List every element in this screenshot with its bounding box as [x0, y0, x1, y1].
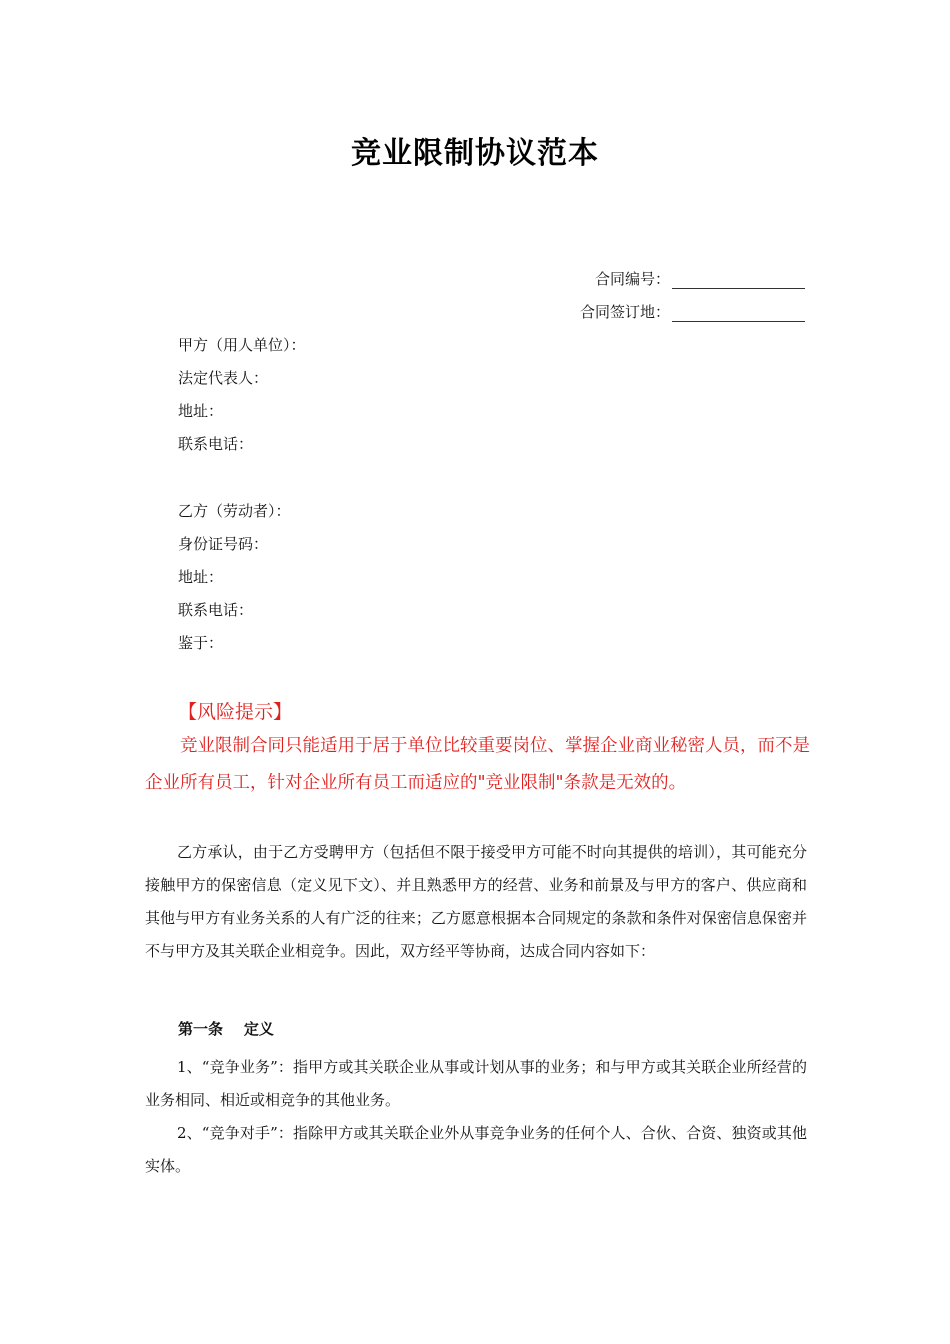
contract-number-blank[interactable]	[672, 272, 805, 289]
contract-number-line	[595, 268, 805, 289]
document-title: 竞业限制协议范本	[351, 136, 599, 171]
party-a-phone: 联系电话：	[178, 435, 254, 453]
contract-place-label: 合同签订地：	[579, 303, 670, 321]
article-1-title: 第一条 定义	[178, 1020, 274, 1038]
article-1-clause-2: 2、“竞争对手”：指除甲方或其关联企业外从事竞争业务的任何个人、合伙、合资、独资或其他实体。	[145, 1124, 807, 1175]
party-a-heading: 甲方（用人单位）：	[178, 336, 306, 354]
party-a-legal-rep: 法定代表人：	[178, 369, 269, 387]
whereas-label: 鉴于：	[178, 634, 224, 652]
risk-warning-title: 【风险提示】	[178, 701, 293, 723]
preamble-paragraph: 乙方承认，由于乙方受聘甲方（包括但不限于接受甲方可能不时向其提供的培训），其可能充分接触甲方的保密信息（定义见下文）、并且熟悉甲方的经营、业务和前景及与甲方的客户、供应商和其他与甲方有业务关系的人有广泛的往来；乙方愿意根据本合同规定的条款和条件对保密信息保密并不与甲方及其关联企业相竞争。因此，双方经平等协商，达成合同内容如下：	[145, 843, 807, 960]
party-b-phone: 联系电话：	[178, 601, 254, 619]
article-1-clause-1: 1、“竞争业务”：指甲方或其关联企业从事或计划从事的业务；和与甲方或其关联企业所经营的业务相同、相近或相竞争的其他业务。	[145, 1058, 807, 1109]
party-b-id-number: 身份证号码：	[178, 535, 269, 553]
contract-place-line	[580, 301, 805, 322]
risk-warning-text: 竞业限制合同只能适用于居于单位比较重要岗位、掌握企业商业秘密人员，而不是企业所有员工，针对企业所有员工而适应的"竞业限制"条款是无效的。	[145, 736, 810, 793]
party-b-address: 地址：	[178, 568, 224, 586]
contract-number-label: 合同编号：	[594, 270, 670, 288]
party-b-heading: 乙方（劳动者）：	[178, 502, 291, 520]
contract-place-blank[interactable]	[672, 305, 805, 322]
party-a-address: 地址：	[178, 402, 224, 420]
